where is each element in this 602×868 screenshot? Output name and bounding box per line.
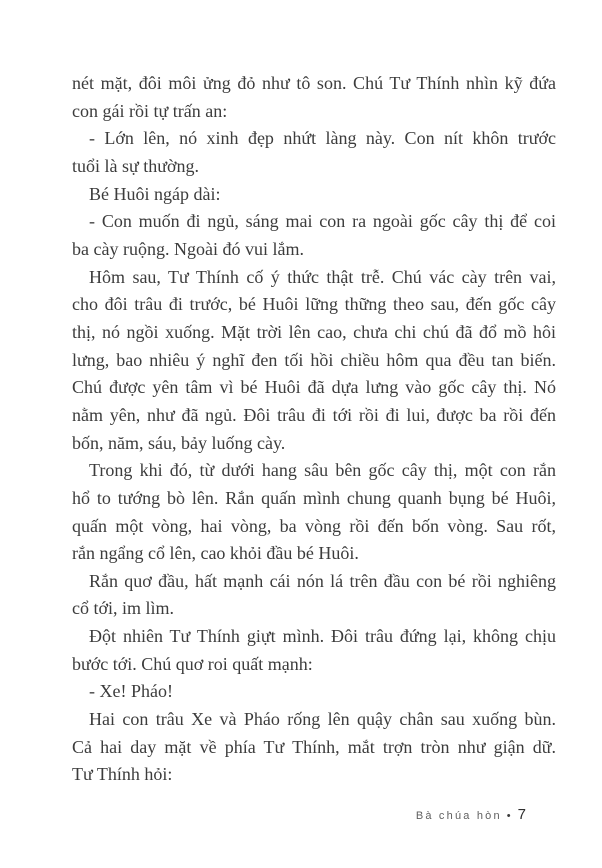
- running-book-title: Bà chúa hòn: [415, 810, 502, 822]
- page-footer: [416, 806, 526, 823]
- text-line: - Lớn lên, nó xinh đẹp nhứt làng này. Con nít khôn trước: [89, 128, 556, 149]
- page-number: 7: [517, 806, 526, 823]
- text-line: quấn một vòng, hai vòng, ba vòng rồi đến bốn vòng. Sau rốt,: [72, 515, 556, 536]
- text-line: Hôm sau, Tư Thính cố ý thức thật trễ. Chú vác cày trên vai,: [89, 266, 556, 287]
- text-line: Trong khi đó, từ dưới hang sâu bên gốc cây thị, một con rắn: [89, 460, 556, 481]
- text-line: nằm yên, như đã ngủ. Đôi trâu đi tới rồi đi lui, được ba rồi đến: [72, 404, 556, 425]
- text-line: bước tới. Chú quơ roi quất mạnh:: [72, 653, 313, 674]
- text-line: Rắn quơ đầu, hất mạnh cái nón lá trên đầu con bé rồi nghiêng: [89, 570, 556, 591]
- footer-bullet-separator: •: [506, 810, 511, 822]
- text-line: Tư Thính hỏi:: [72, 764, 173, 785]
- text-line: lưng, bao nhiêu ý nghĩ đen tối hồi chiều hôm qua đều tan biến.: [72, 349, 556, 370]
- text-line: Hai con trâu Xe và Pháo rống lên quậy chân sau xuống bùn.: [89, 709, 556, 730]
- text-line: con gái rồi tự trấn an:: [72, 100, 228, 121]
- page-body-text: [72, 70, 556, 789]
- text-line: tuổi là sự thường.: [72, 155, 200, 176]
- text-line: Đột nhiên Tư Thính giựt mình. Đôi trâu đứng lại, không chịu: [89, 626, 556, 647]
- text-line: ba cày ruộng. Ngoài đó vui lắm.: [72, 238, 304, 259]
- text-line: Bé Huôi ngáp dài:: [89, 183, 221, 204]
- text-line: Cả hai day mặt về phía Tư Thính, mắt trợn tròn như giận dữ.: [72, 736, 556, 757]
- text-line: bốn, năm, sáu, bảy luống cày.: [72, 432, 286, 453]
- text-line: thị, nó ngồi xuống. Mặt trời lên cao, chưa chi chú đã đổ mồ hôi: [72, 321, 556, 342]
- text-line: Chú được yên tâm vì bé Huôi đã dựa lưng vào gốc cây thị. Nó: [72, 377, 556, 398]
- text-line: rắn ngẩng cổ lên, cao khỏi đầu bé Huôi.: [72, 543, 359, 564]
- text-line: cho đôi trâu đi trước, bé Huôi lững thững theo sau, đến gốc cây: [72, 294, 556, 315]
- text-line: hổ to tướng bò lên. Rắn quấn mình chung quanh bụng bé Huôi,: [72, 487, 556, 508]
- text-line: nét mặt, đôi môi ửng đỏ như tô son. Chú Tư Thính nhìn kỹ đứa: [72, 73, 556, 93]
- text-line: - Con muốn đi ngủ, sáng mai con ra ngoài gốc cây thị để coi: [89, 211, 556, 232]
- text-line: - Xe! Pháo!: [89, 681, 173, 702]
- text-line: cổ tới, im lìm.: [72, 598, 175, 619]
